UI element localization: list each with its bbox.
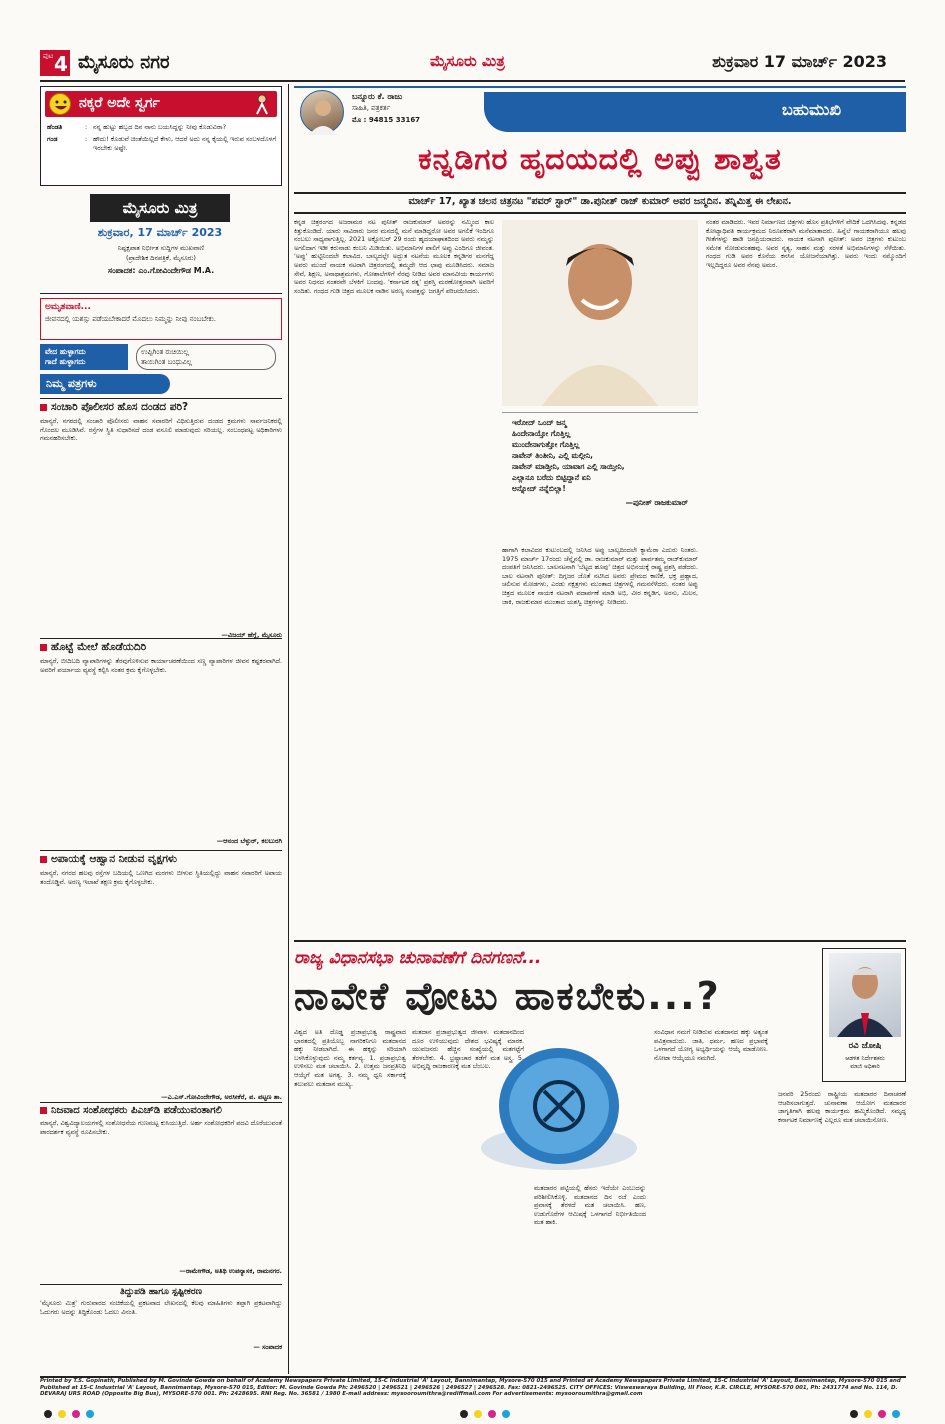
mini-masthead-tagline: ನಿಷ್ಪಕ್ಷಪಾತ ನಿರ್ಭೀತ ಸುದ್ದಿಗಳ ಮುಖವಾಣಿ bbox=[117, 244, 205, 252]
register-dot-icon bbox=[850, 1410, 858, 1418]
letter-title: ಅಪಾಯಕ್ಕೆ ಆಹ್ವಾನ ನೀಡುವ ವೃಕ್ಷಗಳು bbox=[51, 853, 178, 865]
feature-body-col3: ನಂತರ ಮಾಡಿದರು. ಇವರ ನಿರ್ಮಾಣದ ಚಿತ್ರಗಳು ಹೊಸ ಪ್ರತಿಭೆಗಳಿಗೆ ವೇದಿಕೆ ಒದಗಿಸಿದವು. ಕನ್ನಡದ ಕೋಟ್ಯಾಧಿಪತಿ ಕಾರ್ಯಕ್ರಮದ ನಿರೂಪಕರಾಗಿ ಮನೆಮಾತಾದರು. ಹಿನ್ನೆಲೆ ಗಾಯಕರಾಗಿಯೂ ಹಲವು ಗೀತೆಗಳನ್ನು ಹಾಡಿ ಜನಪ್ರಿಯರಾದರು. ನಾಯಕ ನಟನಾಗಿ ಪುನೀತ್: ಅವರ ಚಿತ್ರಗಳು ಕುಟುಂಬ ಸಮೇತ ನೋಡುವಂತಹವು. ಅವರ ನೃತ್ಯ, ಸಾಹಸ ಮತ್ತು ಸರಳತೆ ಅಭಿಮಾನಿಗಳನ್ನು ಸೆಳೆಯಿತು. ಗಂಧದ ಗುಡಿ ಅವರ ಕೊನೆಯ ಕನಸಿನ ಯೋಜನೆಯಾಗಿತ್ತು. ಅವರು ಇಂದು ನಮ್ಮೊಂದಿಗೆ ಇಲ್ಲದಿದ್ದರೂ ಅವರ ನೆನಪು ಅಮರ. bbox=[706, 218, 906, 269]
election-headline: ನಾವೇಕೆ ವೋಟು ಹಾಕಬೇಕು...? bbox=[294, 974, 721, 1018]
register-dot-icon bbox=[58, 1410, 66, 1418]
letter-title: ನಿಜವಾದ ಸಂಶೋಧಕರು ಪಿಎಚ್‌ಡಿ ಪಡೆಯುವಂತಾಗಲಿ bbox=[51, 1105, 222, 1116]
letter-signoff: —ವಿಜಯ್ ಹೆಗ್ಡೆ, ಮೈಸೂರು bbox=[221, 631, 282, 639]
mini-masthead-title: ಮೈಸೂರು ಮಿತ್ರ bbox=[90, 194, 230, 222]
register-dot-icon bbox=[864, 1410, 872, 1418]
poem-box bbox=[502, 412, 698, 540]
dialogue-row-husband: ಗಂಡ : ಹೌದು! ಕೊಡುವೆ ಚಿಂತೆಯಿಲ್ಲದೆ ಕೇಳು, ಆದರೆ ಅದು ನನ್ನ ಕೈಯಲ್ಲಿ ಇರುವ ಸಂಬಳದೊಳಗೆ ಇರಬೇಕು ಅಷ್ಟೇ. bbox=[47, 135, 277, 152]
letter-item bbox=[40, 638, 282, 846]
quote-box bbox=[40, 298, 282, 340]
letter-body: ಮಾನ್ಯರೆ, ಬೀದಿಬದಿ ವ್ಯಾಪಾರಿಗಳನ್ನು ತೆರವುಗೊಳಿಸುವ ಕಾರ್ಯಾಚರಣೆಯಿಂದ ಸಣ್ಣ ವ್ಯಾಪಾರಿಗಳ ಜೀವನ ಕಷ್ಟಕರವಾಗಿದೆ. ಅವರಿಗೆ ಪರ್ಯಾಯ ವ್ಯವಸ್ಥೆ ಕಲ್ಪಿಸಿ ನಂತರ ಕ್ರಮ ಕೈಗೊಳ್ಳಬೇಕು. bbox=[40, 657, 282, 674]
dialogue-text: ಹೌದು! ಕೊಡುವೆ ಚಿಂತೆಯಿಲ್ಲದೆ ಕೇಳು, ಆದರೆ ಅದು ನನ್ನ ಕೈಯಲ್ಲಿ ಇರುವ ಸಂಬಳದೊಳಗೆ ಇರಬೇಕು ಅಷ್ಟೇ. bbox=[93, 135, 277, 152]
mini-masthead-date: ಶುಕ್ರವಾರ, 17 ಮಾರ್ಚ್ 2023 bbox=[97, 226, 223, 239]
election-author-role: ಆಡಳಿತ ನಿರ್ದೇಶಕರು ಮಾಜಿ ಅಧಿಕಾರಿ bbox=[845, 1055, 885, 1070]
register-dot-icon bbox=[72, 1410, 80, 1418]
humor-title: ನಕ್ಕರೆ ಅದೇ ಸ್ವರ್ಗ bbox=[79, 95, 160, 111]
register-dot-icon bbox=[488, 1410, 496, 1418]
letter-body: ಮಾನ್ಯರೆ, ನಗರದಲ್ಲಿ ಸಂಚಾರಿ ಪೊಲೀಸರು ವಾಹನ ಸವಾರರಿಗೆ ವಿಧಿಸುತ್ತಿರುವ ದಂಡದ ಕ್ರಮಗಳು ಸಾರ್ವಜನಿಕರಲ್ಲಿ ಗೊಂದಲ ಮೂಡಿಸಿವೆ. ರಸ್ತೆಗಳ ಸ್ಥಿತಿ ಸುಧಾರಿಸದೆ ದಂಡ ವಸೂಲಿ ಮಾಡುವುದು ಸರಿಯಲ್ಲ. ಸಂಬಂಧಪಟ್ಟ ಅಧಿಕಾರಿಗಳು ಗಮನಹರಿಸಬೇಕು. bbox=[40, 417, 282, 443]
proverb-strip bbox=[40, 344, 282, 370]
section-rule bbox=[294, 940, 906, 942]
correction-title: ತಿದ್ದುಪಡಿ ಹಾಗೂ ಸ್ಪಷ್ಟೀಕರಣ bbox=[119, 1287, 203, 1297]
strap-rule bbox=[294, 212, 906, 214]
poem-line: ನಾವೇನ್ ಮಾಡ್ತೀನಿ, ಯಾವಾಗ ಎಲ್ಲಿ ಸಾಯ್ತೀನಿ, bbox=[512, 462, 625, 471]
dialogue-text: ನನ್ನ ಹುಟ್ಟು ಹಬ್ಬದ ದಿನ ನಾನು ಬಯಸಿದ್ದನ್ನು ನೀವು ಕೊಡುವಿರಾ? bbox=[93, 123, 227, 131]
issue-date: ಶುಕ್ರವಾರ 17 ಮಾರ್ಚ್ 2023 bbox=[712, 52, 887, 71]
election-article bbox=[294, 944, 906, 1374]
section-title: ಮೈಸೂರು ನಗರ bbox=[78, 52, 170, 73]
election-col3: ಮತದಾರರ ಪಟ್ಟಿಯಲ್ಲಿ ಹೆಸರು ಇದೆಯೇ ಎಂಬುದನ್ನು ಪರಿಶೀಲಿಸಿಕೊಳ್ಳಿ. ಮತದಾನದ ದಿನ ರಜೆ ಎಂದು ಪ್ರವಾಸಕ್ಕೆ ತೆರಳದೆ ಮತ ಚಲಾಯಿಸಿ. ಹಣ, ಉಡುಗೊರೆಗಳ ಆಮಿಷಕ್ಕೆ ಒಳಗಾಗದೆ ನಿರ್ಭೀತಿಯಿಂದ ಮತ ಹಾಕಿ. bbox=[534, 1184, 646, 1227]
register-dot-icon bbox=[44, 1410, 52, 1418]
poem-line: ಎಲ್ಲಾನೂ ಬರೆದು ಬಿಟ್ಟಿದ್ದಾನೆ ಏನಿ bbox=[512, 473, 591, 482]
column-banner bbox=[484, 92, 906, 132]
poem-line: ಮುಂದೇನಾಗುತ್ತೋ ಗೊತ್ತಿಲ್ಲ bbox=[512, 440, 580, 449]
feature-headline: ಕನ್ನಡಿಗರ ಹೃದಯದಲ್ಲಿ ಅಪ್ಪು ಶಾಶ್ವತ bbox=[418, 142, 782, 177]
feature-body-col2: ಹಾಗಾಗಿ ಕಲಾವಿದರ ಕುಟುಂಬದಲ್ಲಿ ಜನಿಸಿದ ಅಪ್ಪು ಬಾಲ್ಯದಿಂದಲೇ ಕ್ಯಾಮೆರಾ ಎದುರು ನಿಂತರು. 1975 ಮಾರ್ಚ್ 17ರಂದು ಚೆನ್ನೈನಲ್ಲಿ ಡಾ. ರಾಜಕುಮಾರ್ ಮತ್ತು ಪಾರ್ವತಮ್ಮ ರಾಜ್‌ಕುಮಾರ್ ದಂಪತಿಗೆ ಜನಿಸಿದರು. ಬಾಲನಟನಾಗಿ 'ಬೆಟ್ಟದ ಹೂವು' ಚಿತ್ರದ ಅಭಿನಯಕ್ಕೆ ರಾಷ್ಟ್ರ ಪ್ರಶಸ್ತಿ ಪಡೆದರು. ಬಾಲ ನಟನಾಗಿ ಪುನೀತ್: ದಿಗ್ಗಜರ ಜೊತೆ ನಟಿಸಿದ ಅವರು ಪ್ರೇಮದ ಕಾಣಿಕೆ, ಭಕ್ತ ಪ್ರಹ್ಲಾದ, ಚಲಿಸುವ ಮೋಡಗಳು, ಎರಡು ನಕ್ಷತ್ರಗಳು ಮುಂತಾದ ಚಿತ್ರಗಳಲ್ಲಿ ಗಮನಸೆಳೆದರು. ನಂತರ ಅಪ್ಪು ಚಿತ್ರದ ಮೂಲಕ ನಾಯಕ ನಟರಾಗಿ ಪದಾರ್ಪಣೆ ಮಾಡಿ ಅಭಿ, ವೀರ ಕನ್ನಡಿಗ, ಅರಸು, ಮಿಲನ, ಜಾಕಿ, ರಾಜಕುಮಾರ ಮುಂತಾದ ಯಶಸ್ವಿ ಚಿತ್ರಗಳನ್ನು ನೀಡಿದರು. bbox=[502, 546, 698, 606]
feature-article bbox=[294, 86, 906, 936]
registration-marks bbox=[40, 1408, 906, 1420]
letter-item bbox=[40, 850, 282, 1102]
feature-strap: ಮಾರ್ಚ್ 17, ಖ್ಯಾತ ಚಲನ ಚಿತ್ರನಟ "ಪವರ್ ಸ್ಟಾರ್" ಡಾ.ಪುನೀತ್ ರಾಜ್ ಕುಮಾರ್ ಅವರ ಜನ್ಮದಿನ. ತನ್ನಿಮಿತ್ತ ಈ ಲೇಖನ. bbox=[408, 196, 792, 207]
letter-body: ಮಾನ್ಯರೆ, ನಗರದ ಹಲವು ರಸ್ತೆಗಳ ಬದಿಯಲ್ಲಿ ಒಣಗಿದ ಮರಗಳು ಬೀಳುವ ಸ್ಥಿತಿಯಲ್ಲಿದ್ದು ವಾಹನ ಸವಾರರಿಗೆ ಅಪಾಯ ತಂದೊಡ್ಡಿವೆ. ಅರಣ್ಯ ಇಲಾಖೆ ತಕ್ಷಣ ಕ್ರಮ ಕೈಗೊಳ್ಳಬೇಕು. bbox=[40, 869, 282, 886]
poem-credit: —ಪುನೀತ್ ರಾಜಕುಮಾರ್ bbox=[625, 498, 688, 507]
correction-sign: — ಸಂಪಾದಕ bbox=[253, 1343, 282, 1351]
mini-masthead-subtagline: (ಪ್ರಾದೇಶಿಕ ದಿನಪತ್ರಿಕೆ, ಮೈಸೂರು) bbox=[126, 254, 196, 262]
header-rule bbox=[40, 80, 905, 82]
register-dot-icon bbox=[460, 1410, 468, 1418]
author-name: ಬನ್ನೂರು ಕೆ. ರಾಜು bbox=[352, 92, 403, 101]
humor-dialogue bbox=[47, 123, 277, 153]
register-dot-icon bbox=[878, 1410, 886, 1418]
column-divider bbox=[288, 84, 289, 1374]
letter-title: ಸಂಚಾರಿ ಪೊಲೀಸರ ಹೊಸ ದಂಡದ ಪರಿ? bbox=[51, 401, 189, 413]
election-kicker: ರಾಜ್ಯ ವಿಧಾನಸಭಾ ಚುನಾವಣೆಗೆ ದಿನಗಣನೆ... bbox=[294, 948, 542, 968]
election-col2: ಮತದಾನ ಪ್ರಜಾಪ್ರಭುತ್ವದ ಜೀವಾಳ. ಮತದಾನದಿಂದ ದೂರ ಉಳಿಯುವುದು ದೇಶದ ಭವಿಷ್ಯಕ್ಕೆ ಮಾರಕ. ಯುವಜನರು ಹೆಚ್ಚಿನ ಸಂಖ್ಯೆಯಲ್ಲಿ ಮತಗಟ್ಟೆಗೆ ತೆರಳಬೇಕು. 4. ಭ್ರಷ್ಟಾಚಾರ ತಡೆಗೆ ಮತ ಅಸ್ತ್ರ. 5. ಅಭಿವೃದ್ಧಿ ರಾಜಕಾರಣಕ್ಕೆ ಮತ ಬೆಂಬಲ. bbox=[412, 1028, 524, 1071]
feature-body-col1: ಕನ್ನಡ ಚಿತ್ರರಂಗದ ಅಜರಾಮರ ನಟ ಪುನೀತ್ ರಾಜಕುಮಾರ್ ಅವರನ್ನು ನಮ್ಮಿಂದ ಕಾಲ ಕಿತ್ತುಕೊಂಡಿದೆ. ಯಾರು ಸಾವಿರಾರು ಜನರ ಮನದಲ್ಲಿ ಮನೆ ಮಾಡಿದ್ದರೋ ಅವರ ಅಗಲಿಕೆ ಇಂದಿಗೂ ನಂಬಲು ಸಾಧ್ಯವಾಗುತ್ತಿಲ್ಲ. 2021 ಅಕ್ಟೋಬರ್ 29 ರಂದು ಹೃದಯಾಘಾತದಿಂದ ಅವರು ನಮ್ಮನ್ನು ಅಗಲಿದಾಗ ಇಡೀ ಕರುನಾಡು ಕಂಬನಿ ಮಿಡಿಯಿತು. ಅಭಿಮಾನಿಗಳ ಪಾಲಿಗೆ ಅಪ್ಪು ಎಂದಿಗೂ ಜೀವಂತ. 'ಅಪ್ಪು' ಹುಟ್ಟಿನಿಂದಲೇ ಕಲಾವಿದ. ಬಾಲ್ಯದಲ್ಲೇ ಅದ್ಭುತ ನಟನೆಯ ಮೂಲಕ ಕನ್ನಡಿಗರ ಮನಗೆದ್ದ ಅವರು ಮುಂದೆ ನಾಯಕ ನಟರಾಗಿ ಚಿತ್ರರಂಗದಲ್ಲಿ ತಮ್ಮದೇ ಆದ ಛಾಪು ಮೂಡಿಸಿದರು. ಸಮಾಜ ಸೇವೆ, ಶಿಕ್ಷಣ, ಅನಾಥಾಶ್ರಮಗಳು, ಗೋಶಾಲೆಗಳಿಗೆ ನೆರವು ನೀಡಿದ ಅವರ ಮಾನವೀಯ ಕಾರ್ಯಗಳು ಅವರ ನಿಧನದ ನಂತರವೇ ಬೆಳಕಿಗೆ ಬಂದವು. 'ಕರ್ನಾಟಕ ರತ್ನ' ಪ್ರಶಸ್ತಿ ಮರಣೋತ್ತರವಾಗಿ ಅವರಿಗೆ ಸಂದಿತು. ಗಂಧದ ಗುಡಿ ಚಿತ್ರದ ಮೂಲಕ ನಾಡಿನ ಅರಣ್ಯ ಸಂಪತ್ತನ್ನು ಜಗತ್ತಿಗೆ ಪರಿಚಯಿಸಿದರು. bbox=[294, 218, 494, 295]
letters-section bbox=[40, 374, 282, 1374]
correction-note bbox=[40, 1284, 282, 1352]
letter-item bbox=[40, 398, 282, 640]
author-photo bbox=[829, 953, 901, 1037]
headline-rule bbox=[294, 192, 906, 194]
letter-signoff: —ಎ.ಎಸ್.ಗೋವಿಂದೇಗೌಡ, ಅರಸೀಕೆರೆ, ಪ. ಪಟ್ಟಣ ತಾ. bbox=[161, 1093, 282, 1101]
masthead: ಮೈಸೂರು ಮಿತ್ರ bbox=[430, 52, 505, 70]
mini-masthead-box bbox=[40, 190, 282, 294]
column-name: ಬಹುಮುಖಿ bbox=[782, 100, 842, 119]
author-role: ಸಾಹಿತಿ, ಪತ್ರಕರ್ತ bbox=[352, 104, 391, 112]
speaker-label: ಗಂಡ bbox=[47, 135, 58, 143]
cartoon-figure-icon bbox=[251, 93, 273, 115]
proverb-right: ಉಪ್ಪಿಗಿಂತ ರುಚಿಯಿಲ್ಲ ತಾಯಿಗಿಂತ ಬಂಧುವಿಲ್ಲ bbox=[136, 344, 276, 370]
election-author-box bbox=[822, 948, 906, 1082]
puneeth-photo bbox=[502, 220, 698, 406]
register-dot-icon bbox=[502, 1410, 510, 1418]
election-col4: ಸಂವಿಧಾನ ನಮಗೆ ನೀಡಿರುವ ಮತದಾನದ ಹಕ್ಕು ಅತ್ಯಂತ ಪವಿತ್ರವಾದುದು. ಜಾತಿ, ಧರ್ಮ, ಹಣದ ಪ್ರಭಾವಕ್ಕೆ ಒಳಗಾಗದೆ ಯೋಗ್ಯ ಅಭ್ಯರ್ಥಿಯನ್ನು ಆಯ್ಕೆ ಮಾಡೋಣ. ನೋಟಾ ಆಯ್ಕೆಯೂ ನಮಗಿದೆ. bbox=[654, 1028, 768, 1062]
election-col1: ವಿಶ್ವದ ಅತಿ ದೊಡ್ಡ ಪ್ರಜಾಪ್ರಭುತ್ವ ರಾಷ್ಟ್ರವಾದ ಭಾರತದಲ್ಲಿ ಪ್ರತಿಯೊಬ್ಬ ನಾಗರಿಕನಿಗೂ ಮತದಾನದ ಹಕ್ಕು ನೀಡಲಾಗಿದೆ. ಈ ಹಕ್ಕನ್ನು ಸರಿಯಾಗಿ ಬಳಸಿಕೊಳ್ಳುವುದು ನಮ್ಮ ಕರ್ತವ್ಯ. 1. ಪ್ರಜಾಪ್ರಭುತ್ವ ಉಳಿಸಲು ಮತ ಚಲಾಯಿಸಿ. 2. ಉತ್ತಮ ಜನಪ್ರತಿನಿಧಿ ಆಯ್ಕೆಗೆ ಮತ ಅಗತ್ಯ. 3. ನಮ್ಮ ಧ್ವನಿ ಸರ್ಕಾರಕ್ಕೆ ತಲುಪಲು ಮತದಾನ ಮುಖ್ಯ. bbox=[294, 1028, 406, 1088]
laughing-emoji-icon bbox=[49, 93, 71, 115]
dialogue-row-wife: ಹೆಂಡತಿ : ನನ್ನ ಹುಟ್ಟು ಹಬ್ಬದ ದಿನ ನಾನು ಬಯಸಿದ್ದನ್ನು ನೀವು ಕೊಡುವಿರಾ? bbox=[47, 123, 277, 132]
speaker-label: ಹೆಂಡತಿ bbox=[47, 123, 63, 131]
letter-body: ಮಾನ್ಯರೆ, ವಿಶ್ವವಿದ್ಯಾಲಯಗಳಲ್ಲಿ ಸಂಶೋಧನೆಯ ಗುಣಮಟ್ಟ ಕುಸಿಯುತ್ತಿದೆ. ಅರ್ಹ ಸಂಶೋಧಕರಿಗೆ ಪದವಿ ದೊರೆಯುವಂತೆ ಪಾರದರ್ಶಕ ವ್ಯವಸ್ಥೆ ರೂಪಿಸಬೇಕು. bbox=[40, 1119, 282, 1136]
poem-line: ನಾವೇನ್ ತಿಂತೀನಿ, ಎಲ್ಲಿ ಮಲ್ಗೀನಿ, bbox=[512, 451, 593, 460]
quote-text: ಜೀವನದಲ್ಲಿ ಯಶಸ್ಸು ಪಡೆಯಬೇಕಾದರೆ ಮೊದಲು ನಿಮ್ಮನ್ನು ನೀವು ನಂಬಬೇಕು. bbox=[45, 315, 217, 323]
quote-title: ಅಮೃತವಾಣಿ... bbox=[45, 302, 91, 312]
poem-line: ಅನ್ನೋದ್ ನನ್ನೆಬಿಲ್ಲಾ! bbox=[512, 484, 566, 493]
page-number-tag bbox=[40, 50, 70, 76]
letter-item bbox=[40, 1102, 282, 1276]
election-col5: ಜನವರಿ 25ರಂದು ರಾಷ್ಟ್ರೀಯ ಮತದಾರರ ದಿನಾಚರಣೆ ಆಚರಿಸಲಾಗುತ್ತದೆ. ಚುನಾವಣಾ ಆಯೋಗ ಮತದಾರರ ಜಾಗೃತಿಗಾಗಿ ಹಲವು ಕಾರ್ಯಕ್ರಮ ಹಮ್ಮಿಕೊಂಡಿದೆ. ಸಮೃದ್ಧ ಕರ್ನಾಟಕ ನಿರ್ಮಾಣಕ್ಕೆ ಎಲ್ಲರೂ ಮತ ಚಲಾಯಿಸೋಣ. bbox=[778, 1090, 906, 1124]
election-author-name: ರವಿ ಜೋಷಿ bbox=[848, 1041, 882, 1051]
correction-body: 'ಮೈಸೂರು ಮಿತ್ರ' ಗುರುವಾರದ ಸಂಚಿಕೆಯಲ್ಲಿ ಪ್ರಕಟವಾದ ಲೇಖನದಲ್ಲಿ ಕೆಲವು ಮಾಹಿತಿಗಳು ತಪ್ಪಾಗಿ ಪ್ರಕಟವಾಗಿದ್ದು ಓದುಗರು ಅದನ್ನು ತಿದ್ದಿಕೊಂಡು ಓದಲು ವಿನಂತಿ. bbox=[40, 1299, 282, 1316]
letter-signoff: —ಆನಂದ ಬೆಳ್ಳುರ್, ಕಲಬುರಗಿ bbox=[216, 837, 282, 845]
bullet-square-icon bbox=[40, 1107, 47, 1114]
register-dot-icon bbox=[474, 1410, 482, 1418]
bullet-square-icon bbox=[40, 856, 47, 863]
mini-masthead-editor: ಸಂಪಾದಕ: ಎಂ.ಗೋವಿಂದೇಗೌಡ M.A. bbox=[107, 266, 215, 275]
register-dot-icon bbox=[892, 1410, 900, 1418]
bullet-square-icon bbox=[40, 404, 47, 411]
author-phone: ಮೊ : 94815 33167 bbox=[352, 116, 421, 124]
letters-section-title: ನಿಮ್ಮ ಪತ್ರಗಳು bbox=[46, 377, 97, 390]
letter-title: ಹೊಟ್ಟೆ ಮೇಲೆ ಹೊಡೆಯದಿರಿ bbox=[51, 641, 147, 653]
page-label: ಪುಟ bbox=[43, 52, 54, 60]
page-number: 4 bbox=[54, 52, 68, 76]
footer-imprint: Printed by T.S. Gopinath, Published by M. Govinde Gowda on behalf of Academy Newspapers Private Limited, 15-C Industrial 'A' Layout, Bannimantap, Mysore-570 015 and Printed at Academy Newspapers Private Limited, 15-C Industrial 'A' Layout, Bannimantap, Mysore-570 015 and Published at 15-C Industrial 'A' Layout, Bannimantap, Mysore-570 015, Editor: M. Govinde Gowda Ph: 2496520 | 2496521 | 2496526 | 2496527 | 2496528. Fax: 0821-2496525. CITY OFFICES: Visweswaraya Building, III Floor, K.R. CIRCLE, MYSORE-570 001, Ph: 2431774 and No. 114, D. DEVARAJ URS ROAD (Opposite Big Bus), MYSORE-570 001. Ph: 2428695. RNI Reg. No. 36581 / 1980 E-mail address: mysooroumithra@rediffmail.com For advertisements: mysooroumithra@gmail.com bbox=[40, 1378, 901, 1398]
letter-signoff: —ರಾಮೇಗೌಡ, ಅತಿಥಿ ಉಪನ್ಯಾಸಕ, ರಾಮನಗರ. bbox=[179, 1267, 282, 1275]
bullet-square-icon bbox=[40, 644, 47, 651]
poem-line: ಹಿಂದೇನಾಯ್ತೋ ಗೊತ್ತಿಲ್ಲ bbox=[512, 429, 571, 438]
register-dot-icon bbox=[86, 1410, 94, 1418]
poem-line: ಇರೋದ್ ಒಂದ್ ಜನ್ಮ bbox=[512, 418, 567, 427]
proverb-left: ವೇದ ಹುಳ್ಳಾಗದು ಗಾದೆ ಹುಳ್ಳಾಗದು bbox=[40, 344, 128, 370]
author-avatar bbox=[300, 90, 344, 134]
page-header bbox=[0, 0, 945, 82]
humor-box bbox=[40, 86, 282, 186]
